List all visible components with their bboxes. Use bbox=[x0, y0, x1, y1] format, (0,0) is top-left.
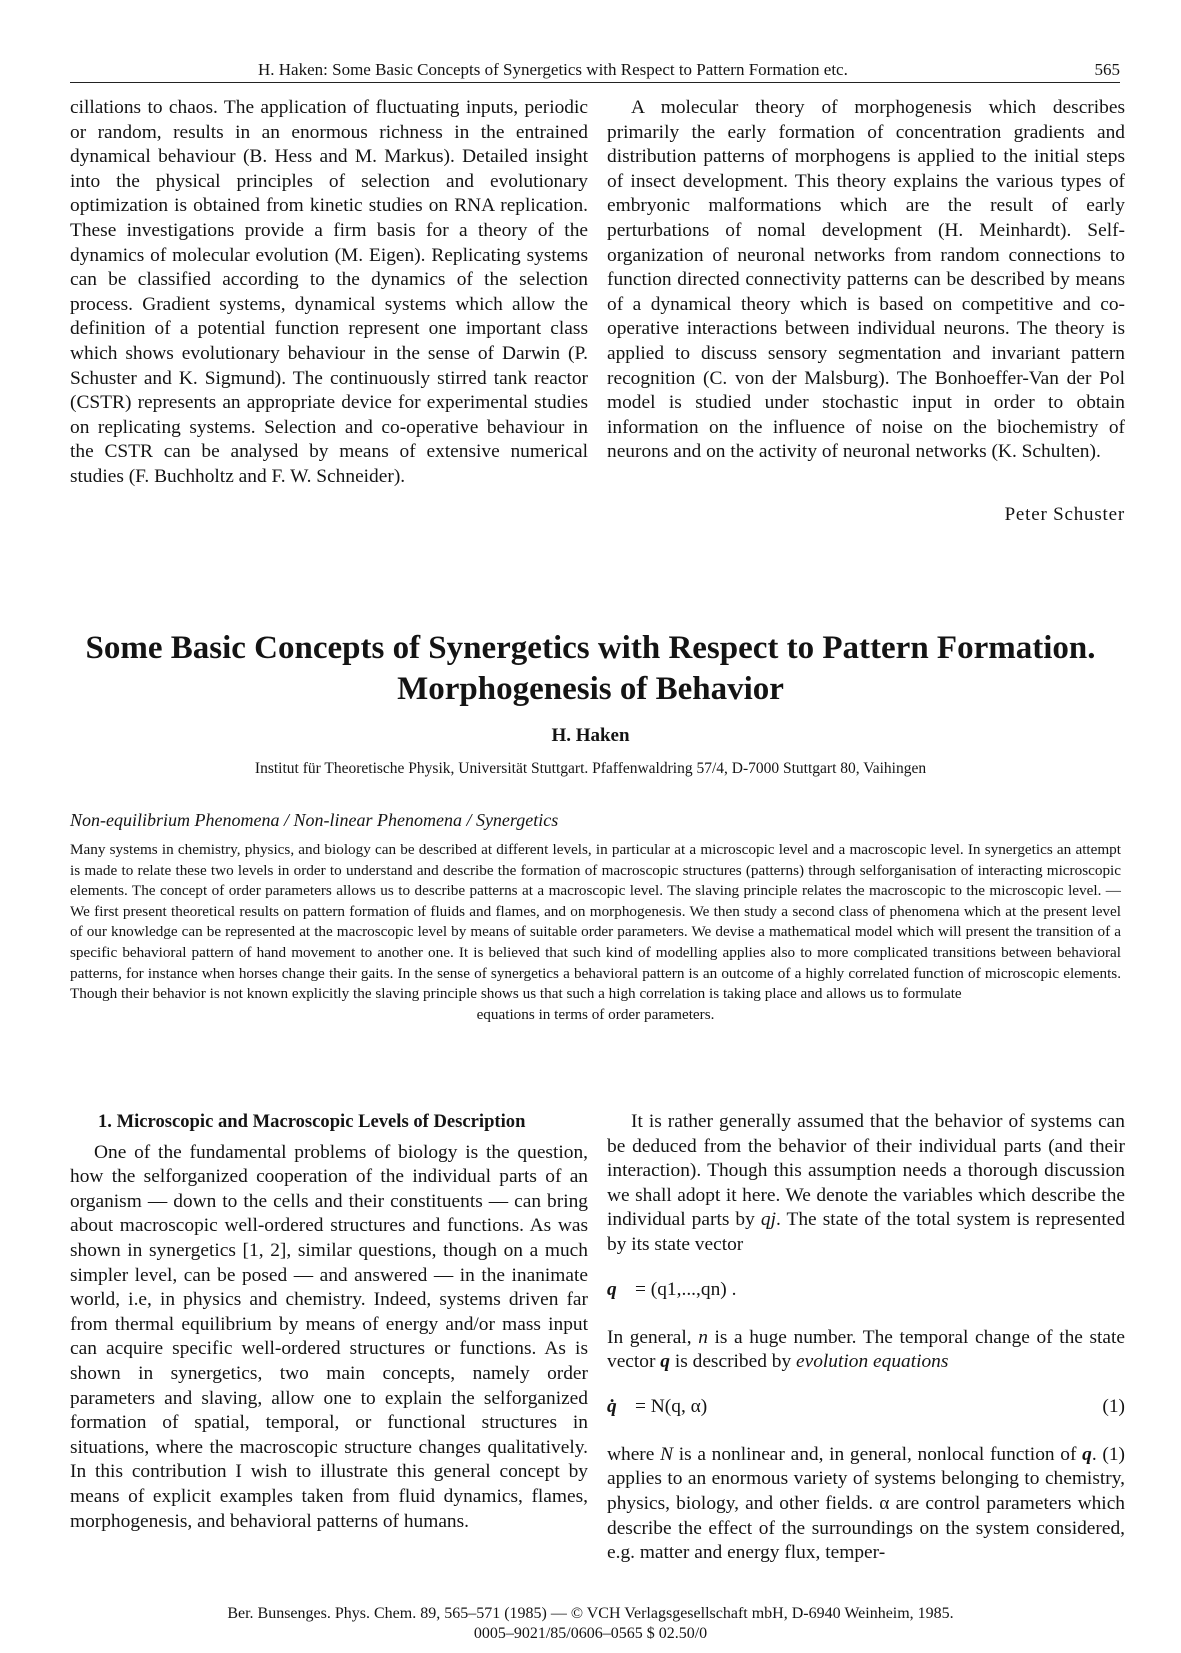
state-vector-equation bbox=[607, 1270, 1125, 1314]
emphasis: evolution equations bbox=[796, 1351, 949, 1373]
abstract-last-line: equations in terms of order parameters. bbox=[476, 1005, 715, 1023]
equation-rhs: = N(q, α) bbox=[635, 1395, 708, 1417]
bottom-right-column bbox=[607, 1110, 1125, 1566]
paragraph bbox=[607, 1326, 1125, 1375]
top-right-column bbox=[607, 96, 1125, 465]
abstract-body: Many systems in chemistry, physics, and biology can be described at different levels, in particular at a microscopic level and a macroscopic level. In synergetics an attempt is made to relate these two levels in order to understand and describe the formation of macroscopic structures (patterns) through selforganisation of interacting microscopic elements. The concept of order parameters allows us to describe patterns at a macroscopic level. The slaving principle relates the macroscopic to the microscopic level. — We first present theoretical results on pattern formation of fluids and flames, and on morphogenesis. We then study a second class of phenomena which at the present level of our knowledge can be represented at the macroscopic level by means of suitable order parameters. We devise a mathematical model which will present the transition of a specific behavioral pattern of hand movement to another one. It is believed that such kind of modelling applies also to more complicated transitions between behavioral patterns, for instance when horses change their gaits. In the sense of synergetics a behavioral pattern is an outcome of a highly correlated function of microscopic elements. Though their behavior is not known explicitly the slaving principle shows us that such a high correlation is taking place and allows us to formulate bbox=[70, 841, 1121, 1003]
text-run: It is rather generally assumed that the behavior of systems can be deduced from the behavior of their individual parts (and their interaction). Though this assumption needs a thorough discussion we shall adopt it here. We denote the variables which describe the individual parts by bbox=[607, 1111, 1125, 1231]
keywords: Non-equilibrium Phenomena / Non-linear Phenomena / Synergetics bbox=[70, 810, 559, 830]
bottom-left-column bbox=[70, 1110, 588, 1534]
text-run: is described by bbox=[670, 1351, 797, 1373]
text-run: is a huge number. The temporal change of the state vector bbox=[607, 1326, 1125, 1373]
variable: q bbox=[1082, 1443, 1092, 1465]
paragraph bbox=[607, 1443, 1125, 1566]
section-heading: 1. Microscopic and Macroscopic Levels of Description bbox=[98, 1111, 526, 1132]
article-title-line-2: Morphogenesis of Behavior bbox=[397, 671, 784, 707]
text-run: . (1) applies to an enormous variety of systems belonging to chemistry, physics, biology, and other fields. α are control parameters which describe the effect of the surroundings on the system considered, e.g. matter and energy flux, temper- bbox=[607, 1443, 1125, 1564]
text-run: . The state of the total system is represented by its state vector bbox=[607, 1209, 1126, 1255]
evolution-equation bbox=[607, 1387, 1125, 1431]
text-run: is a nonlinear and, in general, nonlocal function of bbox=[673, 1443, 1083, 1465]
equation-lhs: q̇ bbox=[607, 1395, 617, 1417]
variable: q bbox=[660, 1351, 670, 1373]
page-number: 565 bbox=[1094, 60, 1120, 79]
article-title bbox=[0, 628, 1181, 710]
variable: n bbox=[698, 1326, 708, 1348]
signature: Peter Schuster bbox=[1004, 504, 1125, 525]
paragraph: One of the fundamental problems of biology is the question, how the selforganized cooperation of the individual parts of an organism — down to the cells and their constituents — can bring about macroscopic well-ordered structures and functions. As was shown in synergetics [1, 2], similar questions, though on a much simpler level, can be posed — and answered — in the inanimate world, i.e, in physics and chemistry. Indeed, systems driven far from thermal equilibrium by means of energy and/or mass input can acquire specific well-ordered structures or functions. As is shown in synergetics, two main concepts, namely order parameters and slaving, allow one to explain the selforganized formation of spatial, temporal, or functional structures in situations, where the macroscopic structure changes qualitatively. In this contribution I wish to illustrate this general concept by means of explicit examples taken from fluid dynamics, flames, morphogenesis, and behavioral patterns of humans. bbox=[70, 1141, 588, 1532]
abstract bbox=[70, 840, 1121, 1025]
affiliation: Institut für Theoretische Physik, Universität Stuttgart. Pfaffenwaldring 57/4, D-7000 Stuttgart 80, Vaihingen bbox=[254, 760, 927, 777]
running-title: H. Haken: Some Basic Concepts of Synergetics with Respect to Pattern Formation etc. bbox=[258, 60, 848, 79]
issn-line: 0005–9021/85/0606–0565 $ 02.50/0 bbox=[473, 1625, 708, 1642]
text-run: In general, bbox=[607, 1326, 699, 1348]
top-left-column bbox=[70, 96, 588, 490]
text-run: where bbox=[607, 1443, 661, 1465]
paragraph: cillations to chaos. The application of fluctuating inputs, periodic or random, results in an enormous richness in the entrained dynamical behaviour (B. Hess and M. Markus). Detailed insight into the physical principles of selection and evolutionary optimization is obtained from kinetic studies on RNA replication. These investigations provide a firm basis for a theory of the dynamics of molecular evolution (M. Eigen). Replicating systems can be classified according to the dynamics of the selection process. Gradient systems, dynamical systems which allow the definition of a potential function represent one important class which shows evolutionary behaviour in the sense of Darwin (P. Schuster and K. Sigmund). The continuously stirred tank reactor (CSTR) represents an appropriate device for experimental studies on replicating systems. Selection and co-operative behaviour in the CSTR can be analysed by means of extensive numerical studies (F. Buchholtz and F. W. Schneider). bbox=[70, 97, 588, 487]
equation-lhs: q bbox=[607, 1278, 617, 1300]
article-title-line-1: Some Basic Concepts of Synergetics with Respect to Pattern Formation. bbox=[85, 630, 1096, 666]
running-header bbox=[70, 54, 1120, 83]
equation-rhs: = (q1,...,qn) . bbox=[635, 1278, 737, 1300]
citation-footer bbox=[0, 1604, 1181, 1644]
variable: qj bbox=[760, 1209, 776, 1231]
equation-number: (1) bbox=[1102, 1395, 1125, 1417]
paragraph: A molecular theory of morphogenesis which describes primarily the early formation of concentration gradients and distribution patterns of morphogens is applied to the initial steps of insect development. This theory explains the various types of embryonic malformations which are the result of early perturbations of nomal development (H. Meinhardt). Self-organization of neuronal networks from random connections to function directed connectivity patterns can be described by means of a dynamical theory which is based on competitive and co-operative interactions between individual neurons. The theory is applied to discuss sensory segmentation and invariant pattern recognition (C. von der Malsburg). The Bonhoeffer-Van der Pol model is studied under stochastic input in order to obtain information on the influence of noise on the biochemistry of neurons and on the activity of neuronal networks (K. Schulten). bbox=[607, 97, 1125, 463]
variable: N bbox=[660, 1443, 674, 1465]
paragraph bbox=[607, 1110, 1125, 1258]
author: H. Haken bbox=[551, 725, 630, 746]
citation-line: Ber. Bunsenges. Phys. Chem. 89, 565–571 (1985) — © VCH Verlagsgesellschaft mbH, D-6940 Weinheim, 1985. bbox=[227, 1605, 954, 1622]
